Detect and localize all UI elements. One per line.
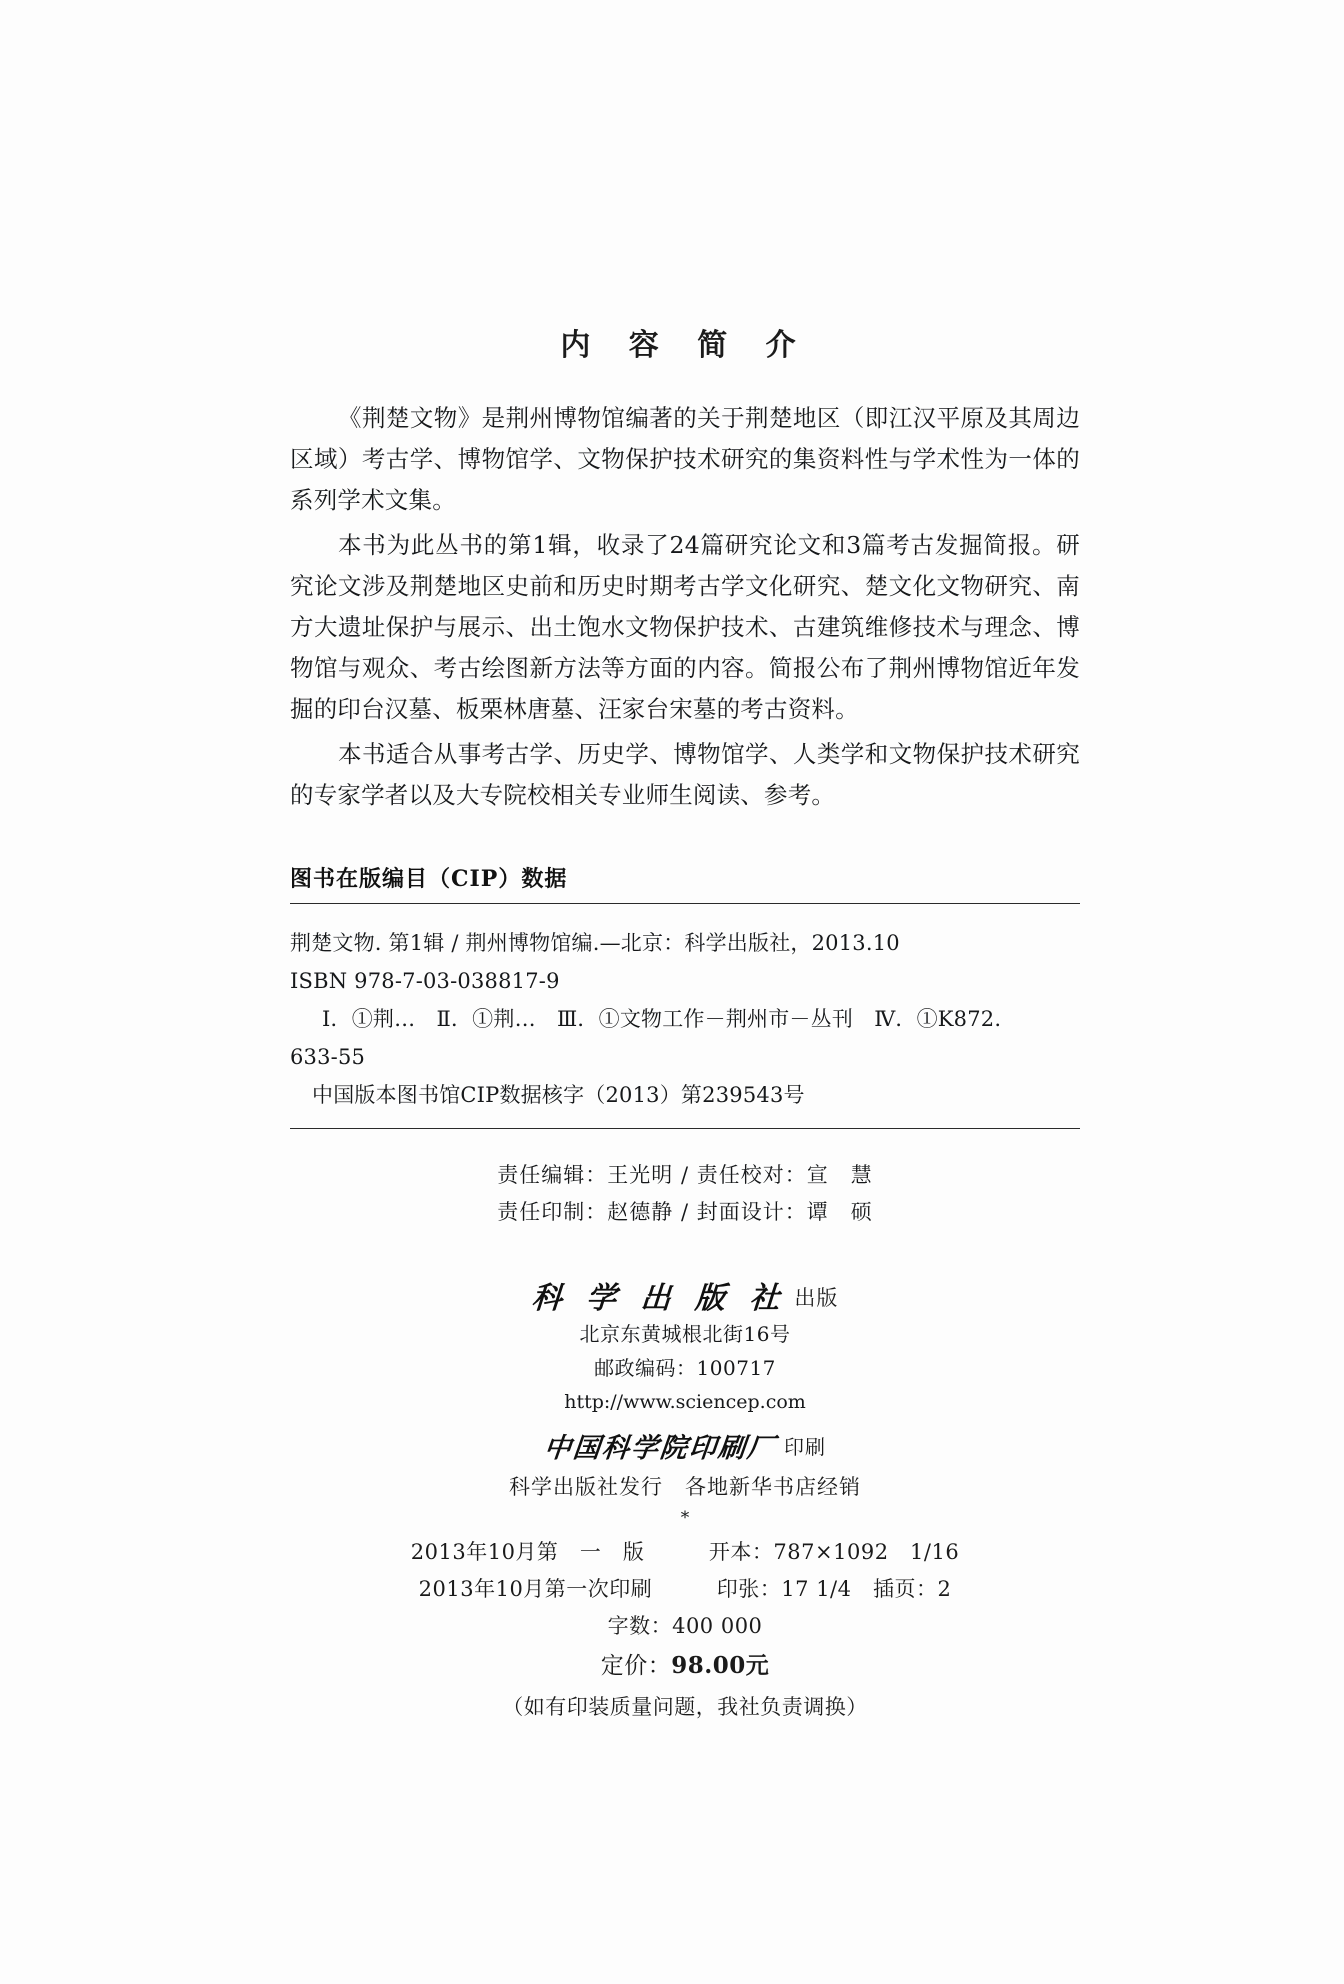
page-content xyxy=(290,320,1080,1727)
cip-line-registry: 中国版本图书馆CIP数据核字（2013）第239543号 xyxy=(312,1083,805,1107)
page-title: 内 容 简 介 xyxy=(560,328,810,363)
divider-bottom xyxy=(290,1128,1080,1129)
abstract-paragraph: 本书适合从事考古学、历史学、博物馆学、人类学和文物保护技术研究的专家学者以及大专院校相关专业师生阅读、参考。 xyxy=(290,740,1080,809)
publisher-name-row xyxy=(290,1273,1080,1317)
publisher-address: 北京东黄城根北街16号 xyxy=(579,1322,791,1346)
publisher-postcode: 邮政编码：100717 xyxy=(594,1356,776,1380)
separator-asterisk: * xyxy=(680,1508,690,1528)
credit-production-line: 责任印制：赵德静 / 封面设计：谭 硕 xyxy=(497,1200,873,1224)
cip-line-classification: Ⅰ．①荆… Ⅱ．①荆… Ⅲ．①文物工作－荆州市－丛刊 Ⅳ．①K872. xyxy=(322,1007,1002,1031)
publisher-section xyxy=(290,1273,1080,1530)
abstract-paragraph: 本书为此丛书的第1辑，收录了24篇研究论文和3篇考古发掘简报。研究论文涉及荆楚地区史前和历史时期考古学文化研究、楚文化文物研究、南方大遗址保护与展示、出土饱水文物保护技术、古建筑维修技术与理念、博物馆与观众、考古绘图新方法等方面的内容。简报公布了荆州博物馆近年发掘的印台汉墓、板栗林唐墓、汪家台宋墓的考古资料。 xyxy=(290,531,1080,723)
publisher-name: 科 学 出 版 社 xyxy=(530,1281,788,1316)
quality-note: （如有印装质量问题，我社负责调换） xyxy=(502,1695,868,1719)
cip-line-isbn: ISBN 978-7-03-038817-9 xyxy=(290,969,560,993)
publisher-website: http://www.sciencep.com xyxy=(564,1391,806,1413)
print-info-wordcount: 字数：400 000 xyxy=(607,1614,763,1638)
cip-section xyxy=(290,862,1080,1129)
publisher-suffix: 出版 xyxy=(794,1286,839,1310)
abstract-section xyxy=(290,398,1080,816)
distribution-line: 科学出版社发行 各地新华书店经销 xyxy=(509,1475,861,1499)
printer-row xyxy=(290,1429,1080,1468)
price-row xyxy=(290,1645,1080,1687)
credit-editor-line: 责任编辑：王光明 / 责任校对：宣 慧 xyxy=(497,1163,873,1187)
credits-section xyxy=(290,1157,1080,1231)
price-label: 定价： xyxy=(600,1653,672,1679)
printer-suffix: 印刷 xyxy=(784,1435,826,1459)
price-value: 98.00元 xyxy=(671,1652,770,1679)
cip-body xyxy=(290,904,1080,1128)
printer-name: 中国科学院印刷厂 xyxy=(542,1433,778,1464)
cip-line-classification-cont: 633-55 xyxy=(290,1045,366,1069)
print-info-impression: 2013年10月第一次印刷 印张：17 1/4 插页：2 xyxy=(418,1577,952,1601)
print-info-edition: 2013年10月第 一 版 开本：787×1092 1/16 xyxy=(410,1540,960,1564)
cip-heading: 图书在版编目（CIP）数据 xyxy=(290,866,568,892)
abstract-paragraph: 《荆楚文物》是荆州博物馆编著的关于荆楚地区（即江汉平原及其周边区域）考古学、博物馆学、文物保护技术研究的集资料性与学术性为一体的系列学术文集。 xyxy=(290,404,1080,514)
print-info-section xyxy=(290,1534,1080,1727)
cip-line-citation: 荆楚文物. 第1辑 / 荆州博物馆编.—北京：科学出版社，2013.10 xyxy=(290,931,900,955)
